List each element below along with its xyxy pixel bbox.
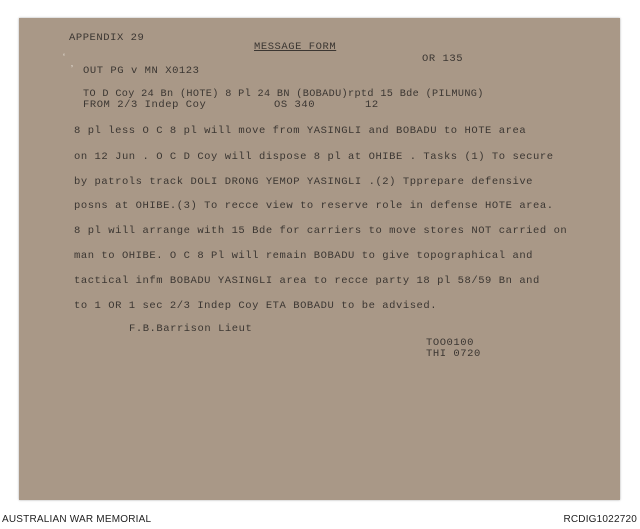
body-line-3: by patrols track DOLI DRONG YEMOP YASINGLI .(2) Tpprepare defensive [74,176,534,188]
time-of-origin: TOO0100 [426,337,474,349]
addressee-line: TO D Coy 24 Bn (HOTE) 8 Pl 24 BN (BOBADU)rptd 15 Bde (PILMUNG) [83,89,484,100]
appendix-label: APPENDIX 29 [69,32,145,44]
body-line-4: posns at OHIBE.(3) To recce view to reserve role in defense HOTE area. [74,200,554,212]
form-title: MESSAGE FORM [254,41,337,53]
handwritten-tick-mark: ʻ [63,52,65,62]
message-header-line: OUT PG v MN X0123 [83,65,200,77]
originator-line: FROM 2/3 Indep Coy [83,99,207,111]
serial-number: OR 135 [422,53,464,65]
os-number: OS 340 [274,99,316,111]
body-line-6: man to OHIBE. O C 8 Pl will remain BOBADU to give topographical and [74,250,534,262]
time-handed-in: THI 0720 [426,348,481,360]
handwritten-tick-mark-2: ʼ [71,64,73,74]
body-line-1: 8 pl less O C 8 pl will move from YASINGLI and BOBADU to HOTE area [74,125,527,137]
body-line-8: to 1 OR 1 sec 2/3 Indep Coy ETA BOBADU to be advised. [74,300,438,312]
archive-institution-caption: AUSTRALIAN WAR MEMORIAL [2,514,152,525]
message-form-sheet [19,18,620,500]
signature-line: F.B.Barrison Lieut [129,323,253,335]
body-line-7: tactical infm BOBADU YASINGLI area to recce party 18 pl 58/59 Bn and [74,275,540,287]
archive-record-id: RCDIG1022720 [563,514,637,525]
body-line-5: 8 pl will arrange with 15 Bde for carriers to move stores NOT carried on [74,225,568,237]
body-line-2: on 12 Jun . O C D Coy will dispose 8 pl at OHIBE . Tasks (1) To secure [74,151,554,163]
os-count: 12 [365,99,379,111]
